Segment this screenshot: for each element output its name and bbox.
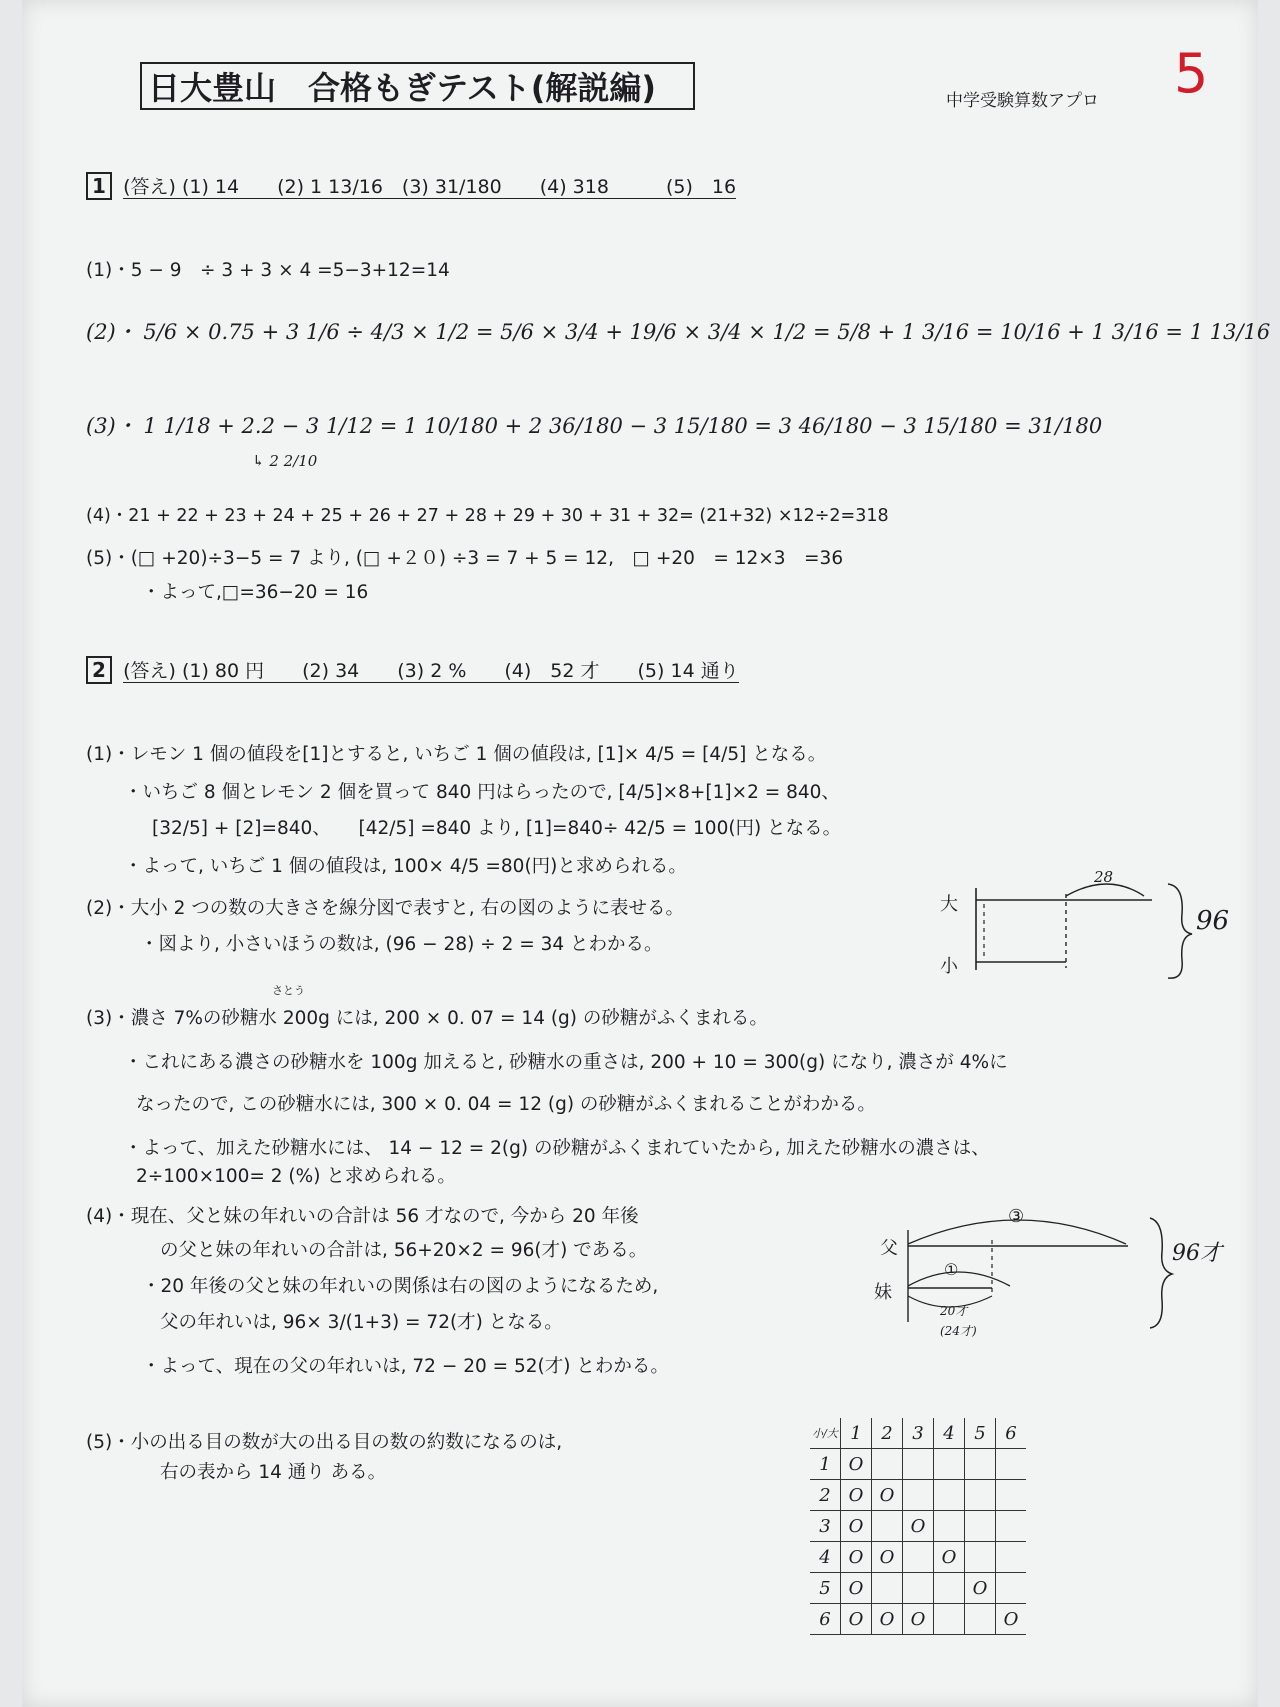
table-cell: O [841, 1573, 872, 1604]
table-cell: O [872, 1542, 903, 1573]
s2-q2-line1: (2)・大小 2 つの数の大きさを線分図で表すと, 右の図のように表せる。 [86, 898, 685, 919]
s2-q3-line2: ・これにある濃さの砂糖水を 100g 加えると, 砂糖水の重さは, 200 + 10 = 300(g) になり, 濃さが 4%に [124, 1052, 1008, 1073]
under-label-1: 20才 [940, 1304, 968, 1318]
table-cell: O [996, 1604, 1027, 1635]
s2-q3-line4: ・よって、加えた砂糖水には、 14 − 12 = 2(g) の砂糖がふくまれていたから, 加えた砂糖水の濃さは、 [124, 1138, 990, 1159]
section2-answer-line: (答え) (1) 80 円 (2) 34 (3) 2 % (4) 52 才 (5) 14 通り [123, 660, 739, 682]
table-cell [996, 1573, 1027, 1604]
father-label: 父 [880, 1238, 898, 1259]
table-cell [965, 1604, 996, 1635]
s1-q5b: ・よって,□=36−20 = 16 [142, 582, 369, 603]
segment-diagram [922, 870, 1222, 980]
table-cell [903, 1542, 934, 1573]
s2-q1-line2: ・いちご 8 個とレモン 2 個を買って 840 円はらったので, [4/5]×8+[1]×2 = 840、 [124, 782, 840, 803]
col-header: 6 [996, 1418, 1027, 1449]
ratio-father-label: ③ [1008, 1206, 1025, 1227]
s2-q1-line4: ・よって, いちご 1 個の値段は, 100× 4/5 =80(円)と求められる。 [124, 856, 687, 877]
answer-sheet [22, 0, 1271, 1707]
table-cell [965, 1511, 996, 1542]
row-header: 6 [810, 1604, 841, 1635]
table-row [810, 1604, 1026, 1635]
page-number: 5 [1174, 42, 1209, 105]
table-cell: O [841, 1511, 872, 1542]
table-cell: O [965, 1573, 996, 1604]
big-label: 大 [940, 894, 958, 915]
col-header: 3 [903, 1418, 934, 1449]
s2-q1-line3: [32/5] + [2]=840、 [42/5] =840 より, [1]=840÷ 42/5 = 100(円) となる。 [152, 818, 842, 839]
total-brace [1168, 884, 1192, 978]
table-cell [965, 1449, 996, 1480]
row-header: 3 [810, 1511, 841, 1542]
table-cell [903, 1480, 934, 1511]
table-row [810, 1573, 1026, 1604]
table-cell: O [903, 1604, 934, 1635]
diff-label: 28 [1094, 868, 1114, 886]
total-label: 96 [1196, 906, 1230, 936]
s2-q5-line1: (5)・小の出る目の数が大の出る目の数の約数になるのは, [86, 1432, 563, 1453]
s1-q2: (2)・ 5/6 × 0.75 + 3 1/6 ÷ 4/3 × 1/2 = 5/6 × 3/4 + 19/6 × 3/4 × 1/2 = 5/8 + 1 3/16 = 10/16 + 1 3/16 = 1 13/16 [86, 320, 1271, 344]
s2-q3-line5: 2÷100×100= 2 (%) と求められる。 [136, 1166, 456, 1187]
table-row [810, 1480, 1026, 1511]
s1-q3-note: ↳ 2 2/10 [252, 452, 318, 470]
table-cell [934, 1511, 965, 1542]
small-label: 小 [940, 956, 958, 977]
section2-answers [86, 656, 739, 684]
table-cell [934, 1573, 965, 1604]
row-header: 2 [810, 1480, 841, 1511]
row-header: 1 [810, 1449, 841, 1480]
s1-q3: (3)・ 1 1/18 + 2.2 − 3 1/12 = 1 10/180 + 2 36/180 − 3 15/180 = 3 46/180 − 3 15/180 = 31/180 [86, 414, 1103, 438]
col-header: 4 [934, 1418, 965, 1449]
table-row [810, 1449, 1026, 1480]
table-cell: O [872, 1480, 903, 1511]
divisor-table [810, 1418, 1026, 1635]
document-title: 日大豊山 合格もぎテスト(解説編) [140, 62, 695, 110]
table-cell: O [841, 1542, 872, 1573]
s2-q5-line2: 右の表から 14 通り ある。 [160, 1462, 387, 1483]
table-cell [965, 1542, 996, 1573]
table-cell [934, 1480, 965, 1511]
sister-arc [908, 1272, 1010, 1286]
s2-q3-line1: (3)・濃さ 7%の砂糖水 200g には, 200 × 0. 07 = 14 (g) の砂糖がふくまれる。 [86, 1008, 768, 1029]
table-cell [996, 1480, 1027, 1511]
table-cell [996, 1542, 1027, 1573]
table-header-row [810, 1418, 1026, 1449]
table-cell: O [841, 1604, 872, 1635]
s2-q4-line3: ・20 年後の父と妹の年れいの関係は右の図のようになるため, [142, 1276, 659, 1297]
s2-q4-line5: ・よって、現在の父の年れいは, 72 − 20 = 52(才) とわかる。 [142, 1356, 669, 1377]
age-diagram [868, 1200, 1228, 1350]
col-header: 5 [965, 1418, 996, 1449]
s2-q4-line1: (4)・現在、父と妹の年れいの合計は 56 才なので, 今から 20 年後 [86, 1206, 639, 1227]
col-header: 2 [872, 1418, 903, 1449]
table-cell [965, 1480, 996, 1511]
age-total-label: 96才 [1172, 1241, 1222, 1266]
table-row [810, 1542, 1026, 1573]
table-cell [872, 1573, 903, 1604]
table-cell: O [872, 1604, 903, 1635]
s2-q4-line4: 父の年れいは, 96× 3/(1+3) = 72(才) となる。 [160, 1312, 563, 1333]
s2-q3-ruby: さとう [272, 984, 305, 997]
section1-answers [86, 172, 736, 200]
s2-q4-line2: の父と妹の年れいの合計は, 56+20×2 = 96(才) である。 [160, 1240, 648, 1261]
col-header: 1 [841, 1418, 872, 1449]
table-cell [903, 1449, 934, 1480]
table-cell [872, 1449, 903, 1480]
table-row [810, 1511, 1026, 1542]
table-cell [903, 1573, 934, 1604]
table-cell: O [841, 1449, 872, 1480]
table-cell [996, 1449, 1027, 1480]
section1-number: 1 [86, 172, 112, 200]
ratio-sister-label: ① [944, 1260, 959, 1279]
table-cell [934, 1449, 965, 1480]
publisher-label: 中学受験算数アプロ [946, 91, 1099, 111]
sister-label: 妹 [874, 1282, 892, 1303]
s2-q3-line3: なったので, この砂糖水には, 300 × 0. 04 = 12 (g) の砂糖がふくまれることがわかる。 [136, 1094, 876, 1115]
table-cell [872, 1511, 903, 1542]
under-label-2: (24才) [940, 1324, 977, 1338]
row-header: 5 [810, 1573, 841, 1604]
age-total-brace [1150, 1218, 1172, 1328]
s2-q1-line1: (1)・レモン 1 個の値段を[1]とすると, いちご 1 個の値段は, [1]× 4/5 = [4/5] となる。 [86, 744, 827, 765]
row-header: 4 [810, 1542, 841, 1573]
table-cell [996, 1511, 1027, 1542]
table-cell [934, 1604, 965, 1635]
s1-q1: (1)・5 − 9 ÷ 3 + 3 × 4 =5−3+12=14 [86, 260, 450, 281]
section2-number: 2 [86, 656, 112, 684]
table-cell: O [934, 1542, 965, 1573]
table-corner: 小/大 [810, 1418, 841, 1449]
s1-q5a: (5)・(□ +20)÷3−5 = 7 より, (□ +２０) ÷3 = 7 + 5 = 12, □ +20 = 12×3 =36 [86, 548, 844, 569]
s1-q4: (4)・21 + 22 + 23 + 24 + 25 + 26 + 27 + 28 + 29 + 30 + 31 + 32= (21+32) ×12÷2=318 [86, 506, 889, 526]
s2-q2-line2: ・図より, 小さいほうの数は, (96 − 28) ÷ 2 = 34 とわかる。 [140, 934, 663, 955]
section1-answer-line: (答え) (1) 14 (2) 1 13/16 (3) 31/180 (4) 318 (5) 16 [123, 176, 737, 198]
table-cell: O [903, 1511, 934, 1542]
table-cell: O [841, 1480, 872, 1511]
